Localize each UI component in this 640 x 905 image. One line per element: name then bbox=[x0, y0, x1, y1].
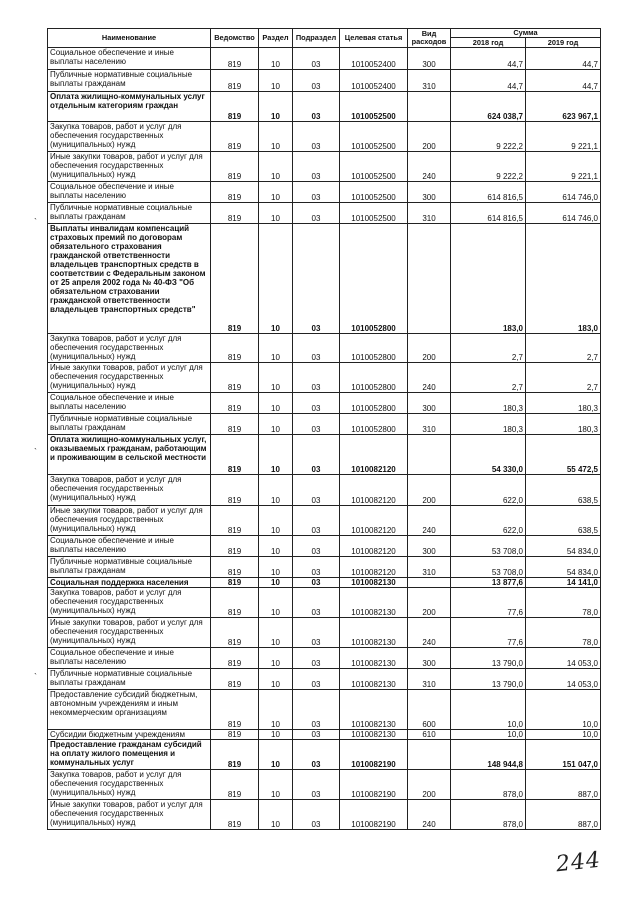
row-expense-type: 610 bbox=[408, 730, 451, 740]
row-name: Иные закупки товаров, работ и услуг для обеспечения государственных (муниципальных) нужд bbox=[48, 618, 211, 648]
row-subsection: 03 bbox=[293, 648, 340, 669]
row-subsection: 03 bbox=[293, 152, 340, 182]
row-sum-2018: 44,7 bbox=[451, 48, 526, 70]
table-header bbox=[48, 29, 601, 48]
row-target: 1010082120 bbox=[340, 557, 408, 578]
row-name: Закупка товаров, работ и услуг для обеспечения государственных (муниципальных) нужд bbox=[48, 122, 211, 152]
row-sum-2018: 2,7 bbox=[451, 363, 526, 393]
row-subsection: 03 bbox=[293, 182, 340, 203]
row-department: 819 bbox=[211, 363, 259, 393]
row-name: Социальное обеспечение и иные выплаты населению bbox=[48, 182, 211, 203]
row-department: 819 bbox=[211, 800, 259, 830]
row-target: 1010082130 bbox=[340, 578, 408, 588]
row-target: 1010082130 bbox=[340, 618, 408, 648]
row-section: 10 bbox=[259, 414, 293, 435]
row-section: 10 bbox=[259, 48, 293, 70]
row-section: 10 bbox=[259, 203, 293, 224]
row-name: Предоставление субсидий бюджетным, автономным учреждениям и иным некоммерческим организациям bbox=[48, 690, 211, 730]
row-section: 10 bbox=[259, 152, 293, 182]
row-name: Иные закупки товаров, работ и услуг для обеспечения государственных (муниципальных) нужд bbox=[48, 800, 211, 830]
row-sum-2019: 78,0 bbox=[526, 618, 601, 648]
row-name: Социальная поддержка населения bbox=[48, 578, 211, 588]
row-sum-2019: 10,0 bbox=[526, 690, 601, 730]
row-target: 1010052500 bbox=[340, 182, 408, 203]
header-year-2018: 2018 год bbox=[451, 38, 526, 48]
table-row bbox=[48, 536, 601, 557]
row-name: Публичные нормативные социальные выплаты гражданам bbox=[48, 669, 211, 690]
row-name: Публичные нормативные социальные выплаты гражданам bbox=[48, 414, 211, 435]
row-section: 10 bbox=[259, 70, 293, 92]
row-sum-2018: 13 877,6 bbox=[451, 578, 526, 588]
row-department: 819 bbox=[211, 182, 259, 203]
row-subsection: 03 bbox=[293, 536, 340, 557]
row-expense-type: 240 bbox=[408, 363, 451, 393]
row-section: 10 bbox=[259, 669, 293, 690]
row-target: 1010082130 bbox=[340, 588, 408, 618]
row-department: 819 bbox=[211, 70, 259, 92]
row-department: 819 bbox=[211, 122, 259, 152]
row-section: 10 bbox=[259, 730, 293, 740]
row-name: Публичные нормативные социальные выплаты гражданам bbox=[48, 557, 211, 578]
row-sum-2019: 14 053,0 bbox=[526, 669, 601, 690]
row-sum-2018: 622,0 bbox=[451, 506, 526, 536]
row-sum-2019: 180,3 bbox=[526, 393, 601, 414]
row-expense-type: 300 bbox=[408, 48, 451, 70]
table-row bbox=[48, 70, 601, 92]
row-target: 1010052500 bbox=[340, 92, 408, 122]
row-section: 10 bbox=[259, 506, 293, 536]
table-row bbox=[48, 92, 601, 122]
table-row bbox=[48, 48, 601, 70]
row-department: 819 bbox=[211, 648, 259, 669]
header-year-2019: 2019 год bbox=[526, 38, 601, 48]
table-row bbox=[48, 648, 601, 669]
row-sum-2018: 10,0 bbox=[451, 690, 526, 730]
row-target: 1010052400 bbox=[340, 48, 408, 70]
row-section: 10 bbox=[259, 536, 293, 557]
row-expense-type: 600 bbox=[408, 690, 451, 730]
row-expense-type: 200 bbox=[408, 770, 451, 800]
row-sum-2018: 878,0 bbox=[451, 770, 526, 800]
row-target: 1010082190 bbox=[340, 800, 408, 830]
row-target: 1010082190 bbox=[340, 770, 408, 800]
row-subsection: 03 bbox=[293, 334, 340, 363]
row-section: 10 bbox=[259, 578, 293, 588]
row-sum-2018: 53 708,0 bbox=[451, 557, 526, 578]
row-sum-2018: 2,7 bbox=[451, 334, 526, 363]
row-subsection: 03 bbox=[293, 122, 340, 152]
table-row bbox=[48, 334, 601, 363]
row-sum-2018: 54 330,0 bbox=[451, 435, 526, 475]
row-sum-2019: 14 053,0 bbox=[526, 648, 601, 669]
row-target: 1010082120 bbox=[340, 475, 408, 506]
row-sum-2019: 44,7 bbox=[526, 70, 601, 92]
row-sum-2019: 614 746,0 bbox=[526, 203, 601, 224]
row-sum-2019: 9 221,1 bbox=[526, 122, 601, 152]
table-row bbox=[48, 506, 601, 536]
row-sum-2018: 13 790,0 bbox=[451, 669, 526, 690]
row-target: 1010082130 bbox=[340, 648, 408, 669]
table-row bbox=[48, 435, 601, 475]
row-department: 819 bbox=[211, 730, 259, 740]
row-name: Закупка товаров, работ и услуг для обеспечения государственных (муниципальных) нужд bbox=[48, 475, 211, 506]
row-sum-2019: 2,7 bbox=[526, 334, 601, 363]
row-name: Социальное обеспечение и иные выплаты населению bbox=[48, 536, 211, 557]
row-name: Иные закупки товаров, работ и услуг для обеспечения государственных (муниципальных) нужд bbox=[48, 506, 211, 536]
row-sum-2018: 53 708,0 bbox=[451, 536, 526, 557]
row-expense-type bbox=[408, 740, 451, 770]
row-subsection: 03 bbox=[293, 800, 340, 830]
header-sum: Сумма bbox=[451, 29, 601, 38]
row-target: 1010052400 bbox=[340, 70, 408, 92]
row-sum-2019: 78,0 bbox=[526, 588, 601, 618]
table-row bbox=[48, 800, 601, 830]
handwritten-page-number: 244 bbox=[554, 847, 603, 878]
row-sum-2018: 44,7 bbox=[451, 70, 526, 92]
row-sum-2018: 13 790,0 bbox=[451, 648, 526, 669]
row-expense-type: 200 bbox=[408, 475, 451, 506]
table-row bbox=[48, 730, 601, 740]
row-department: 819 bbox=[211, 506, 259, 536]
row-subsection: 03 bbox=[293, 770, 340, 800]
row-subsection: 03 bbox=[293, 669, 340, 690]
header-expense-type: Вид расходов bbox=[408, 29, 451, 48]
row-target: 1010052800 bbox=[340, 334, 408, 363]
row-sum-2019: 887,0 bbox=[526, 770, 601, 800]
row-expense-type bbox=[408, 224, 451, 334]
budget-table bbox=[47, 28, 601, 830]
row-name: Оплата жилищно-коммунальных услуг, оказываемых гражданам, работающим и проживающим в сельской местности bbox=[48, 435, 211, 475]
row-sum-2019: 623 967,1 bbox=[526, 92, 601, 122]
table-row bbox=[48, 618, 601, 648]
row-name: Предоставление гражданам субсидий на оплату жилого помещения и коммунальных услуг bbox=[48, 740, 211, 770]
table-row bbox=[48, 578, 601, 588]
row-name: Иные закупки товаров, работ и услуг для обеспечения государственных (муниципальных) нужд bbox=[48, 152, 211, 182]
row-subsection: 03 bbox=[293, 70, 340, 92]
row-name: Субсидии бюджетным учреждениям bbox=[48, 730, 211, 740]
row-target: 1010082130 bbox=[340, 730, 408, 740]
table-row bbox=[48, 690, 601, 730]
row-subsection: 03 bbox=[293, 690, 340, 730]
row-expense-type: 200 bbox=[408, 588, 451, 618]
row-subsection: 03 bbox=[293, 557, 340, 578]
row-expense-type: 310 bbox=[408, 669, 451, 690]
row-sum-2019: 9 221,1 bbox=[526, 152, 601, 182]
row-department: 819 bbox=[211, 393, 259, 414]
row-name: Закупка товаров, работ и услуг для обеспечения государственных (муниципальных) нужд bbox=[48, 334, 211, 363]
row-expense-type: 240 bbox=[408, 618, 451, 648]
row-section: 10 bbox=[259, 800, 293, 830]
row-department: 819 bbox=[211, 740, 259, 770]
row-sum-2018: 9 222,2 bbox=[451, 152, 526, 182]
header-section: Раздел bbox=[259, 29, 293, 48]
table-row bbox=[48, 182, 601, 203]
row-target: 1010052500 bbox=[340, 203, 408, 224]
row-department: 819 bbox=[211, 435, 259, 475]
table-row bbox=[48, 740, 601, 770]
row-name: Социальное обеспечение и иные выплаты населению bbox=[48, 393, 211, 414]
row-name: Социальное обеспечение и иные выплаты населению bbox=[48, 648, 211, 669]
row-section: 10 bbox=[259, 690, 293, 730]
row-sum-2019: 55 472,5 bbox=[526, 435, 601, 475]
row-sum-2018: 180,3 bbox=[451, 414, 526, 435]
row-department: 819 bbox=[211, 770, 259, 800]
row-target: 1010052800 bbox=[340, 393, 408, 414]
row-sum-2018: 878,0 bbox=[451, 800, 526, 830]
row-section: 10 bbox=[259, 475, 293, 506]
row-sum-2019: 44,7 bbox=[526, 48, 601, 70]
table-row bbox=[48, 770, 601, 800]
row-target: 1010052800 bbox=[340, 414, 408, 435]
row-department: 819 bbox=[211, 690, 259, 730]
table-row bbox=[48, 393, 601, 414]
row-expense-type: 240 bbox=[408, 506, 451, 536]
row-subsection: 03 bbox=[293, 730, 340, 740]
row-department: 819 bbox=[211, 334, 259, 363]
table-row bbox=[48, 122, 601, 152]
row-sum-2019: 54 834,0 bbox=[526, 536, 601, 557]
row-expense-type: 300 bbox=[408, 182, 451, 203]
row-sum-2019: 2,7 bbox=[526, 363, 601, 393]
row-subsection: 03 bbox=[293, 92, 340, 122]
table-row bbox=[48, 224, 601, 334]
row-subsection: 03 bbox=[293, 475, 340, 506]
row-expense-type bbox=[408, 435, 451, 475]
row-section: 10 bbox=[259, 224, 293, 334]
row-target: 1010052800 bbox=[340, 224, 408, 334]
row-section: 10 bbox=[259, 618, 293, 648]
table-row bbox=[48, 152, 601, 182]
header-subsection: Подраздел bbox=[293, 29, 340, 48]
row-department: 819 bbox=[211, 92, 259, 122]
row-name: Закупка товаров, работ и услуг для обеспечения государственных (муниципальных) нужд bbox=[48, 588, 211, 618]
row-name: Выплаты инвалидам компенсаций страховых премий по договорам обязательного страхования гражданской ответственности владельцев транспортных средств в соответствии с Федеральным законом от 25 апреля 2002 года № 40-ФЗ "Об обязательном страховании гражданской ответственности владельцев транспортных средств" bbox=[48, 224, 211, 334]
row-expense-type: 310 bbox=[408, 557, 451, 578]
row-subsection: 03 bbox=[293, 578, 340, 588]
row-expense-type: 300 bbox=[408, 536, 451, 557]
table-row bbox=[48, 203, 601, 224]
row-department: 819 bbox=[211, 48, 259, 70]
row-sum-2019: 887,0 bbox=[526, 800, 601, 830]
row-subsection: 03 bbox=[293, 506, 340, 536]
row-department: 819 bbox=[211, 618, 259, 648]
row-expense-type: 300 bbox=[408, 648, 451, 669]
row-sum-2018: 148 944,8 bbox=[451, 740, 526, 770]
row-target: 1010082130 bbox=[340, 669, 408, 690]
row-target: 1010082120 bbox=[340, 536, 408, 557]
row-sum-2018: 9 222,2 bbox=[451, 122, 526, 152]
row-subsection: 03 bbox=[293, 363, 340, 393]
row-section: 10 bbox=[259, 92, 293, 122]
table-row bbox=[48, 588, 601, 618]
row-department: 819 bbox=[211, 588, 259, 618]
row-sum-2019: 183,0 bbox=[526, 224, 601, 334]
header-name: Наименование bbox=[48, 29, 211, 48]
row-target: 1010052800 bbox=[340, 363, 408, 393]
row-subsection: 03 bbox=[293, 740, 340, 770]
row-sum-2018: 77,6 bbox=[451, 618, 526, 648]
row-sum-2018: 614 816,5 bbox=[451, 203, 526, 224]
row-sum-2018: 624 038,7 bbox=[451, 92, 526, 122]
row-subsection: 03 bbox=[293, 203, 340, 224]
row-department: 819 bbox=[211, 669, 259, 690]
row-section: 10 bbox=[259, 363, 293, 393]
row-expense-type: 310 bbox=[408, 70, 451, 92]
row-sum-2018: 180,3 bbox=[451, 393, 526, 414]
row-expense-type: 310 bbox=[408, 414, 451, 435]
row-section: 10 bbox=[259, 648, 293, 669]
row-sum-2018: 183,0 bbox=[451, 224, 526, 334]
row-target: 1010082190 bbox=[340, 740, 408, 770]
header-target: Целевая статья bbox=[340, 29, 408, 48]
row-section: 10 bbox=[259, 122, 293, 152]
row-expense-type: 240 bbox=[408, 152, 451, 182]
row-sum-2019: 54 834,0 bbox=[526, 557, 601, 578]
row-department: 819 bbox=[211, 152, 259, 182]
row-section: 10 bbox=[259, 557, 293, 578]
row-sum-2019: 638,5 bbox=[526, 475, 601, 506]
row-name: Публичные нормативные социальные выплаты гражданам bbox=[48, 70, 211, 92]
row-section: 10 bbox=[259, 435, 293, 475]
margin-mark: ` bbox=[34, 672, 37, 682]
row-section: 10 bbox=[259, 770, 293, 800]
row-sum-2019: 614 746,0 bbox=[526, 182, 601, 203]
row-department: 819 bbox=[211, 203, 259, 224]
row-name: Иные закупки товаров, работ и услуг для обеспечения государственных (муниципальных) нужд bbox=[48, 363, 211, 393]
row-department: 819 bbox=[211, 536, 259, 557]
row-department: 819 bbox=[211, 414, 259, 435]
row-subsection: 03 bbox=[293, 588, 340, 618]
row-subsection: 03 bbox=[293, 48, 340, 70]
margin-mark: ` bbox=[34, 447, 37, 457]
row-sum-2019: 180,3 bbox=[526, 414, 601, 435]
row-department: 819 bbox=[211, 475, 259, 506]
table-row bbox=[48, 363, 601, 393]
table-body bbox=[48, 48, 601, 830]
row-sum-2019: 10,0 bbox=[526, 730, 601, 740]
table-row bbox=[48, 557, 601, 578]
table-row bbox=[48, 414, 601, 435]
row-sum-2019: 638,5 bbox=[526, 506, 601, 536]
row-expense-type: 200 bbox=[408, 334, 451, 363]
row-department: 819 bbox=[211, 224, 259, 334]
row-section: 10 bbox=[259, 334, 293, 363]
row-subsection: 03 bbox=[293, 224, 340, 334]
row-target: 1010082120 bbox=[340, 435, 408, 475]
row-section: 10 bbox=[259, 182, 293, 203]
header-department: Ведомство bbox=[211, 29, 259, 48]
row-sum-2019: 151 047,0 bbox=[526, 740, 601, 770]
row-sum-2018: 10,0 bbox=[451, 730, 526, 740]
margin-mark: ` bbox=[34, 217, 37, 227]
row-expense-type bbox=[408, 92, 451, 122]
table-row bbox=[48, 669, 601, 690]
row-department: 819 bbox=[211, 557, 259, 578]
row-expense-type: 310 bbox=[408, 203, 451, 224]
row-name: Закупка товаров, работ и услуг для обеспечения государственных (муниципальных) нужд bbox=[48, 770, 211, 800]
row-expense-type: 200 bbox=[408, 122, 451, 152]
row-name: Оплата жилищно-коммунальных услуг отдельным категориям граждан bbox=[48, 92, 211, 122]
row-sum-2019: 14 141,0 bbox=[526, 578, 601, 588]
table-row bbox=[48, 475, 601, 506]
row-target: 1010052500 bbox=[340, 122, 408, 152]
row-expense-type: 300 bbox=[408, 393, 451, 414]
row-expense-type: 240 bbox=[408, 800, 451, 830]
row-expense-type bbox=[408, 578, 451, 588]
row-sum-2018: 614 816,5 bbox=[451, 182, 526, 203]
row-target: 1010052500 bbox=[340, 152, 408, 182]
row-department: 819 bbox=[211, 578, 259, 588]
row-sum-2018: 77,6 bbox=[451, 588, 526, 618]
row-sum-2018: 622,0 bbox=[451, 475, 526, 506]
row-subsection: 03 bbox=[293, 393, 340, 414]
row-subsection: 03 bbox=[293, 618, 340, 648]
row-subsection: 03 bbox=[293, 414, 340, 435]
row-section: 10 bbox=[259, 588, 293, 618]
row-section: 10 bbox=[259, 393, 293, 414]
row-target: 1010082120 bbox=[340, 506, 408, 536]
row-name: Социальное обеспечение и иные выплаты населению bbox=[48, 48, 211, 70]
row-name: Публичные нормативные социальные выплаты гражданам bbox=[48, 203, 211, 224]
row-section: 10 bbox=[259, 740, 293, 770]
row-target: 1010082130 bbox=[340, 690, 408, 730]
row-subsection: 03 bbox=[293, 435, 340, 475]
